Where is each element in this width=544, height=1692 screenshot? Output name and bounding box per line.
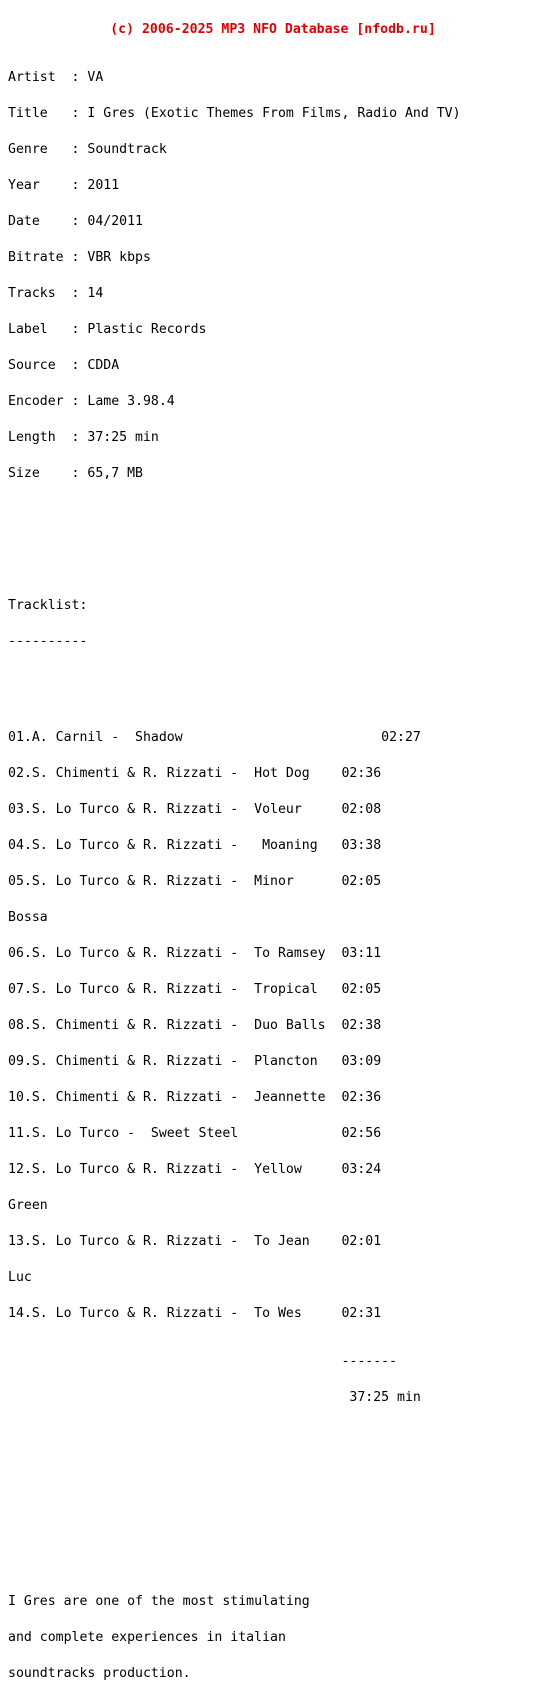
info-label: Label : Plastic Records [8, 322, 207, 337]
track-line: 08.S. Chimenti & R. Rizzati - Duo Balls 02:38 [8, 1018, 382, 1033]
track-line: 06.S. Lo Turco & R. Rizzati - To Ramsey 03:11 [8, 946, 382, 961]
info-bitrate: Bitrate : VBR kbps [8, 250, 151, 265]
tracklist-heading: Tracklist: [8, 598, 88, 613]
blank-line [8, 1548, 538, 1560]
tracklist-underline: ---------- [8, 634, 88, 649]
total-rule: ------- [8, 1354, 398, 1369]
track-line: 05.S. Lo Turco & R. Rizzati - Minor 02:05 [8, 874, 382, 889]
info-tracks: Tracks : 14 [8, 286, 104, 301]
track-line: 02.S. Chimenti & R. Rizzati - Hot Dog 02:36 [8, 766, 382, 781]
info-title: Title : I Gres (Exotic Themes From Films, Radio And TV) [8, 106, 461, 121]
description-line: soundtracks production. [8, 1666, 191, 1681]
track-line: 13.S. Lo Turco & R. Rizzati - To Jean 02:01 [8, 1234, 382, 1249]
info-year: Year : 2011 [8, 178, 120, 193]
info-genre: Genre : Soundtrack [8, 142, 167, 157]
track-line: Luc [8, 1270, 32, 1285]
info-artist: Artist : VA [8, 70, 104, 85]
blank-line [8, 1512, 538, 1524]
track-line: 07.S. Lo Turco & R. Rizzati - Tropical 02:05 [8, 982, 382, 997]
blank-line [8, 684, 538, 696]
info-date: Date : 04/2011 [8, 214, 143, 229]
info-encoder: Encoder : Lame 3.98.4 [8, 394, 175, 409]
total-length: 37:25 min [8, 1390, 421, 1405]
description-line: I Gres are one of the most stimulating [8, 1594, 310, 1609]
blank-line [8, 516, 538, 528]
info-source: Source : CDDA [8, 358, 120, 373]
track-line: Bossa [8, 910, 48, 925]
nfo-text [8, 0, 538, 1692]
track-line: 09.S. Chimenti & R. Rizzati - Plancton 03:09 [8, 1054, 382, 1069]
track-line: 11.S. Lo Turco - Sweet Steel 02:56 [8, 1126, 382, 1141]
info-length: Length : 37:25 min [8, 430, 159, 445]
track-line: Green [8, 1198, 48, 1213]
blank-line [8, 1476, 538, 1488]
track-line: 12.S. Lo Turco & R. Rizzati - Yellow 03:24 [8, 1162, 382, 1177]
info-size: Size : 65,7 MB [8, 466, 143, 481]
description-line: and complete experiences in italian [8, 1630, 286, 1645]
blank-line [8, 1440, 538, 1452]
copyright-header[interactable]: (c) 2006-2025 MP3 NFO Database [nfodb.ru] [110, 22, 436, 37]
track-line: 10.S. Chimenti & R. Rizzati - Jeannette 02:36 [8, 1090, 382, 1105]
track-line: 14.S. Lo Turco & R. Rizzati - To Wes 02:31 [8, 1306, 382, 1321]
track-line: 04.S. Lo Turco & R. Rizzati - Moaning 03:38 [8, 838, 382, 853]
blank-line [8, 552, 538, 564]
track-line: 03.S. Lo Turco & R. Rizzati - Voleur 02:08 [8, 802, 382, 817]
track-line: 01.A. Carnil - Shadow 02:27 [8, 730, 421, 745]
